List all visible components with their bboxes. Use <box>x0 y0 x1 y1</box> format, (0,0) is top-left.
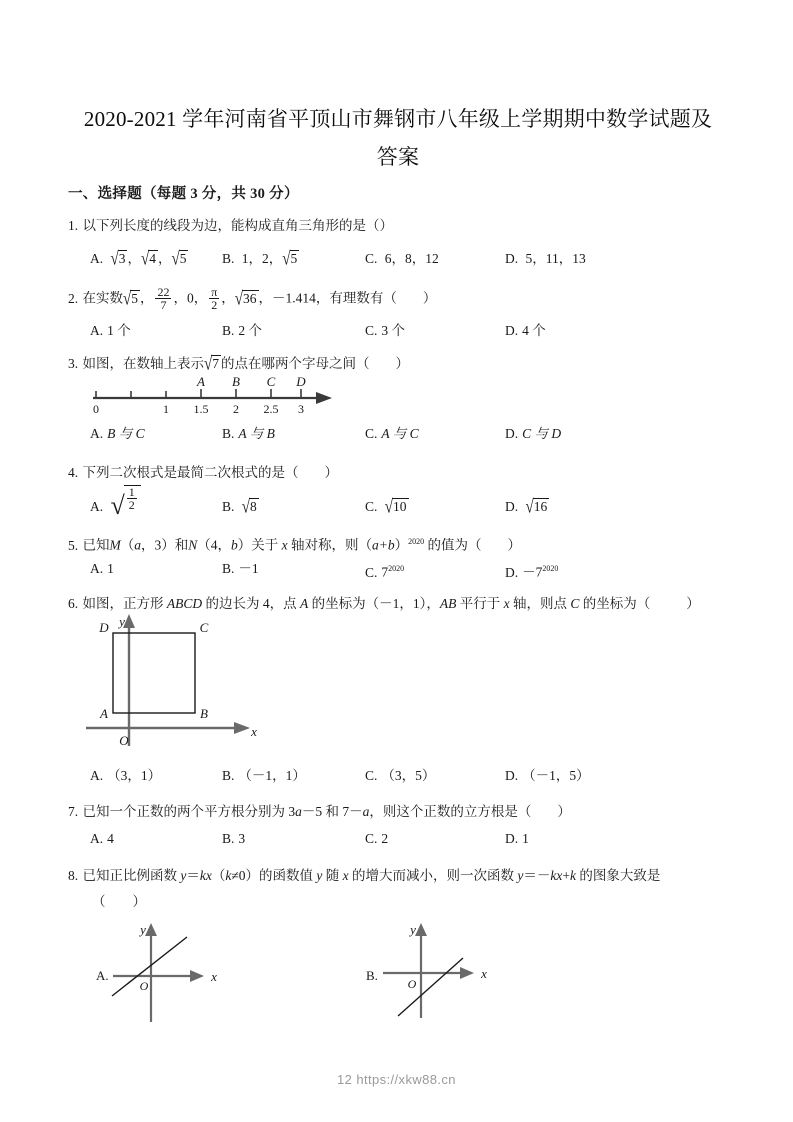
fraction-1-2: $\frac{1}{2}$ <box>128 485 135 513</box>
option-4-d[interactable] <box>505 490 549 525</box>
question-6-stem: 6. 如图，正方形 ABCD 的边长为 4，点 A 的坐标为（－1，1），AB 平行于 x 轴，则点 C 的坐标为（ ） <box>68 596 700 611</box>
option-label: C. <box>365 251 378 266</box>
value-zero: 0 <box>186 290 194 306</box>
svg-text:C: C <box>266 374 276 389</box>
option-label: B. <box>222 499 235 514</box>
option-text: 2 个 <box>238 323 263 338</box>
svg-text:O: O <box>139 979 149 993</box>
question-2-stem: 2. 在实数√5 ， $\frac{22}{7}$ ，0， $\frac{\pi}{2}$ ，√36 ，－1.414，有理数有（ ） <box>68 285 437 312</box>
option-text: 5，11，13 <box>525 251 586 266</box>
question-5-options <box>0 558 793 580</box>
option-label: B. <box>222 323 235 338</box>
question-7-number: 7. <box>68 804 79 819</box>
value-neg-1414: －1.414， <box>272 290 330 306</box>
question-2-number: 2. <box>68 290 79 306</box>
svg-text:1: 1 <box>163 402 169 416</box>
fraction-pi-2: $\frac{\pi}{2}$ <box>211 285 218 312</box>
option-2-b[interactable] <box>222 320 262 342</box>
option-label: A. <box>90 426 104 441</box>
option-6-d[interactable] <box>505 765 590 787</box>
option-label: A. <box>90 499 104 514</box>
question-1-stem <box>68 216 393 236</box>
question-3-text-a: 如图，在数轴上表示 <box>82 356 204 371</box>
option-label: D. <box>505 564 519 580</box>
question-8-number: 8. <box>68 868 79 883</box>
option-text: （－1，1） <box>238 768 306 783</box>
question-6-options <box>0 765 793 787</box>
radical-3: √3 <box>110 249 126 270</box>
option-label: D. <box>505 323 519 338</box>
exponent: 2020 <box>388 564 405 573</box>
option-text: A 与 B <box>238 426 275 441</box>
option-6-c[interactable] <box>365 765 435 787</box>
option-label: B. <box>222 251 235 266</box>
option-label: A. <box>90 251 104 266</box>
question-4-paren-close: ） <box>324 465 338 480</box>
question-5-stem: 5. 已知M（a，3）和N（4，b）关于 x 轴对称，则$(a+b)^{2020}$ 的值为（ ） <box>68 537 522 553</box>
option-text: －1 <box>238 561 259 576</box>
option-4-b[interactable] <box>222 490 259 525</box>
svg-text:0: 0 <box>93 402 99 416</box>
radical-one-half: √ $\frac{1}{2}$ <box>111 491 141 525</box>
question-8-option-b[interactable] <box>358 920 493 1030</box>
option-text: 1 <box>522 831 529 846</box>
option-3-c[interactable] <box>365 423 419 445</box>
option-label: B. <box>222 831 235 846</box>
option-text: 4 个 <box>522 323 546 338</box>
question-7-options <box>0 828 793 850</box>
question-4-stem <box>68 463 338 483</box>
section-heading: 一、选择题（每题 3 分，共 30 分） <box>68 186 299 202</box>
page-footer: 12 https://xkw88.cn <box>337 1072 456 1087</box>
svg-text:B.: B. <box>366 968 378 983</box>
option-text: －7 <box>522 564 543 580</box>
option-3-d[interactable] <box>505 423 561 445</box>
option-1-c[interactable] <box>365 242 439 276</box>
option-text: 6，8，12 <box>384 251 439 266</box>
question-4-number: 4. <box>68 465 79 480</box>
option-6-b[interactable] <box>222 765 306 787</box>
option-label: A. <box>90 768 104 783</box>
option-label: A. <box>90 323 104 338</box>
svg-text:y: y <box>140 922 146 937</box>
option-label: D. <box>505 426 519 441</box>
option-text: （－1，5） <box>522 768 590 783</box>
option-4-a[interactable] <box>90 485 141 525</box>
svg-text:x: x <box>481 966 487 981</box>
option-text: （3，5） <box>381 768 436 783</box>
option-2-c[interactable] <box>365 320 405 342</box>
option-label: D. <box>505 831 519 846</box>
number-line-figure <box>88 372 338 422</box>
option-2-a[interactable] <box>90 320 131 342</box>
svg-text:D: D <box>296 374 306 389</box>
svg-text:A.: A. <box>96 968 109 983</box>
svg-text:1.5: 1.5 <box>193 402 209 416</box>
option-text: 3 <box>238 831 246 846</box>
option-1-a[interactable]: A. √3 ，√4 ，√5 <box>90 242 188 277</box>
svg-text:y: y <box>119 614 125 629</box>
option-text: 1 <box>107 561 114 576</box>
option-6-a[interactable] <box>90 765 161 787</box>
radical-7: √7 <box>204 354 219 375</box>
option-label: C. <box>365 564 378 580</box>
svg-text:y: y <box>410 922 416 937</box>
option-label: C. <box>365 768 378 783</box>
option-text: 2 <box>381 831 389 846</box>
option-text: 7 <box>381 564 389 580</box>
question-2-paren-close: ） <box>422 290 437 306</box>
svg-text:2.5: 2.5 <box>263 402 279 416</box>
radical-10: √10 <box>384 497 407 518</box>
option-label: C. <box>365 499 378 514</box>
svg-text:B: B <box>200 706 208 721</box>
exponent: 2020 <box>542 564 559 573</box>
option-5-b[interactable] <box>222 558 259 580</box>
question-6-number: 6. <box>68 596 79 611</box>
option-label: D. <box>505 499 519 514</box>
radical-16: √16 <box>525 497 548 518</box>
radical-4: √4 <box>140 249 156 270</box>
radical-36: √36 <box>234 288 257 309</box>
svg-text:C: C <box>199 620 209 635</box>
option-text: C 与 D <box>522 426 562 441</box>
svg-text:B: B <box>232 374 240 389</box>
question-2-tail: 有理数有（ <box>329 290 397 306</box>
svg-text:3: 3 <box>298 402 304 416</box>
option-label: B. <box>222 561 235 576</box>
option-4-c[interactable] <box>365 490 409 525</box>
option-text: B 与 C <box>107 426 145 441</box>
question-3-number: 3. <box>68 356 79 371</box>
svg-text:A: A <box>100 706 108 721</box>
title-line-2: 答案 <box>376 145 420 169</box>
svg-text:D: D <box>99 620 109 635</box>
question-2-options <box>0 320 793 342</box>
question-8-option-a[interactable] <box>88 920 223 1030</box>
option-2-d[interactable] <box>505 320 546 342</box>
option-label: B. <box>222 426 235 441</box>
question-4-text: 下列二次根式是最简二次根式的是（ <box>82 465 299 480</box>
question-7-stem: 7. 已知一个正数的两个平方根分别为 3a－5 和 7－a，则这个正数的立方根是（ ） <box>68 804 571 819</box>
option-label: D. <box>505 768 519 783</box>
option-text: A 与 C <box>381 426 419 441</box>
question-1-number: 1. <box>68 218 79 233</box>
option-label: C. <box>365 426 378 441</box>
question-3-text-b: 的点在哪两个字母之间（ <box>220 356 370 371</box>
option-7-b[interactable] <box>222 828 245 850</box>
option-label: D. <box>505 251 519 266</box>
svg-text:O: O <box>119 733 129 748</box>
option-5-a[interactable] <box>90 558 114 580</box>
square-coordinate-figure <box>82 614 262 749</box>
option-text: （3，1） <box>107 768 162 783</box>
exponent-2020: 2020 <box>408 537 425 546</box>
question-3-paren-close: ） <box>395 356 409 371</box>
svg-text:O: O <box>407 977 417 991</box>
option-label: C. <box>365 323 378 338</box>
question-8-stem: 8. 已知正比例函数 y＝kx（k≠0）的函数值 y 随 x 的增大而减小，则一次函数 y＝－kx+k 的图象大致是 <box>68 868 661 883</box>
option-label: A. <box>90 561 104 576</box>
option-5-c[interactable] <box>365 558 404 584</box>
option-1-b[interactable]: B. 1，2，√5 <box>222 242 299 277</box>
fraction-22-7: $\frac{22}{7}$ <box>157 285 170 312</box>
option-label: B. <box>222 768 235 783</box>
option-5-d[interactable] <box>505 558 558 584</box>
question-1-text: 以下列长度的线段为边，能构成直角三角形的是（ <box>82 218 380 233</box>
radical-5: √5 <box>171 249 187 270</box>
option-label: A. <box>90 831 104 846</box>
question-8-answer-blank: （ ） <box>92 894 146 909</box>
title-line-1: 2020-2021 学年河南省平顶山市舞钢市八年级上学期期中数学试题及 <box>83 107 713 131</box>
question-2-lead: 在实数 <box>82 290 123 306</box>
svg-text:x: x <box>251 724 257 739</box>
option-text: 1 个 <box>107 323 131 338</box>
question-5-number: 5. <box>68 537 79 553</box>
svg-text:A: A <box>197 374 205 389</box>
svg-text:2: 2 <box>233 402 239 416</box>
question-1-paren-close: ） <box>379 218 393 233</box>
radical-8: √8 <box>241 497 257 518</box>
question-1-options <box>0 242 793 276</box>
radical-5: √5 <box>123 288 138 309</box>
question-3-options <box>0 423 793 445</box>
option-1-d[interactable] <box>505 242 586 276</box>
svg-text:x: x <box>211 969 217 984</box>
option-text: 3 个 <box>381 323 406 338</box>
option-7-a[interactable] <box>90 828 114 850</box>
option-3-a[interactable] <box>90 423 145 445</box>
page-title <box>68 100 728 176</box>
option-text: 4 <box>107 831 114 846</box>
option-7-c[interactable] <box>365 828 388 850</box>
question-4-options <box>0 485 793 524</box>
option-7-d[interactable] <box>505 828 529 850</box>
option-label: C. <box>365 831 378 846</box>
radical-5: √5 <box>282 249 298 270</box>
option-3-b[interactable] <box>222 423 275 445</box>
